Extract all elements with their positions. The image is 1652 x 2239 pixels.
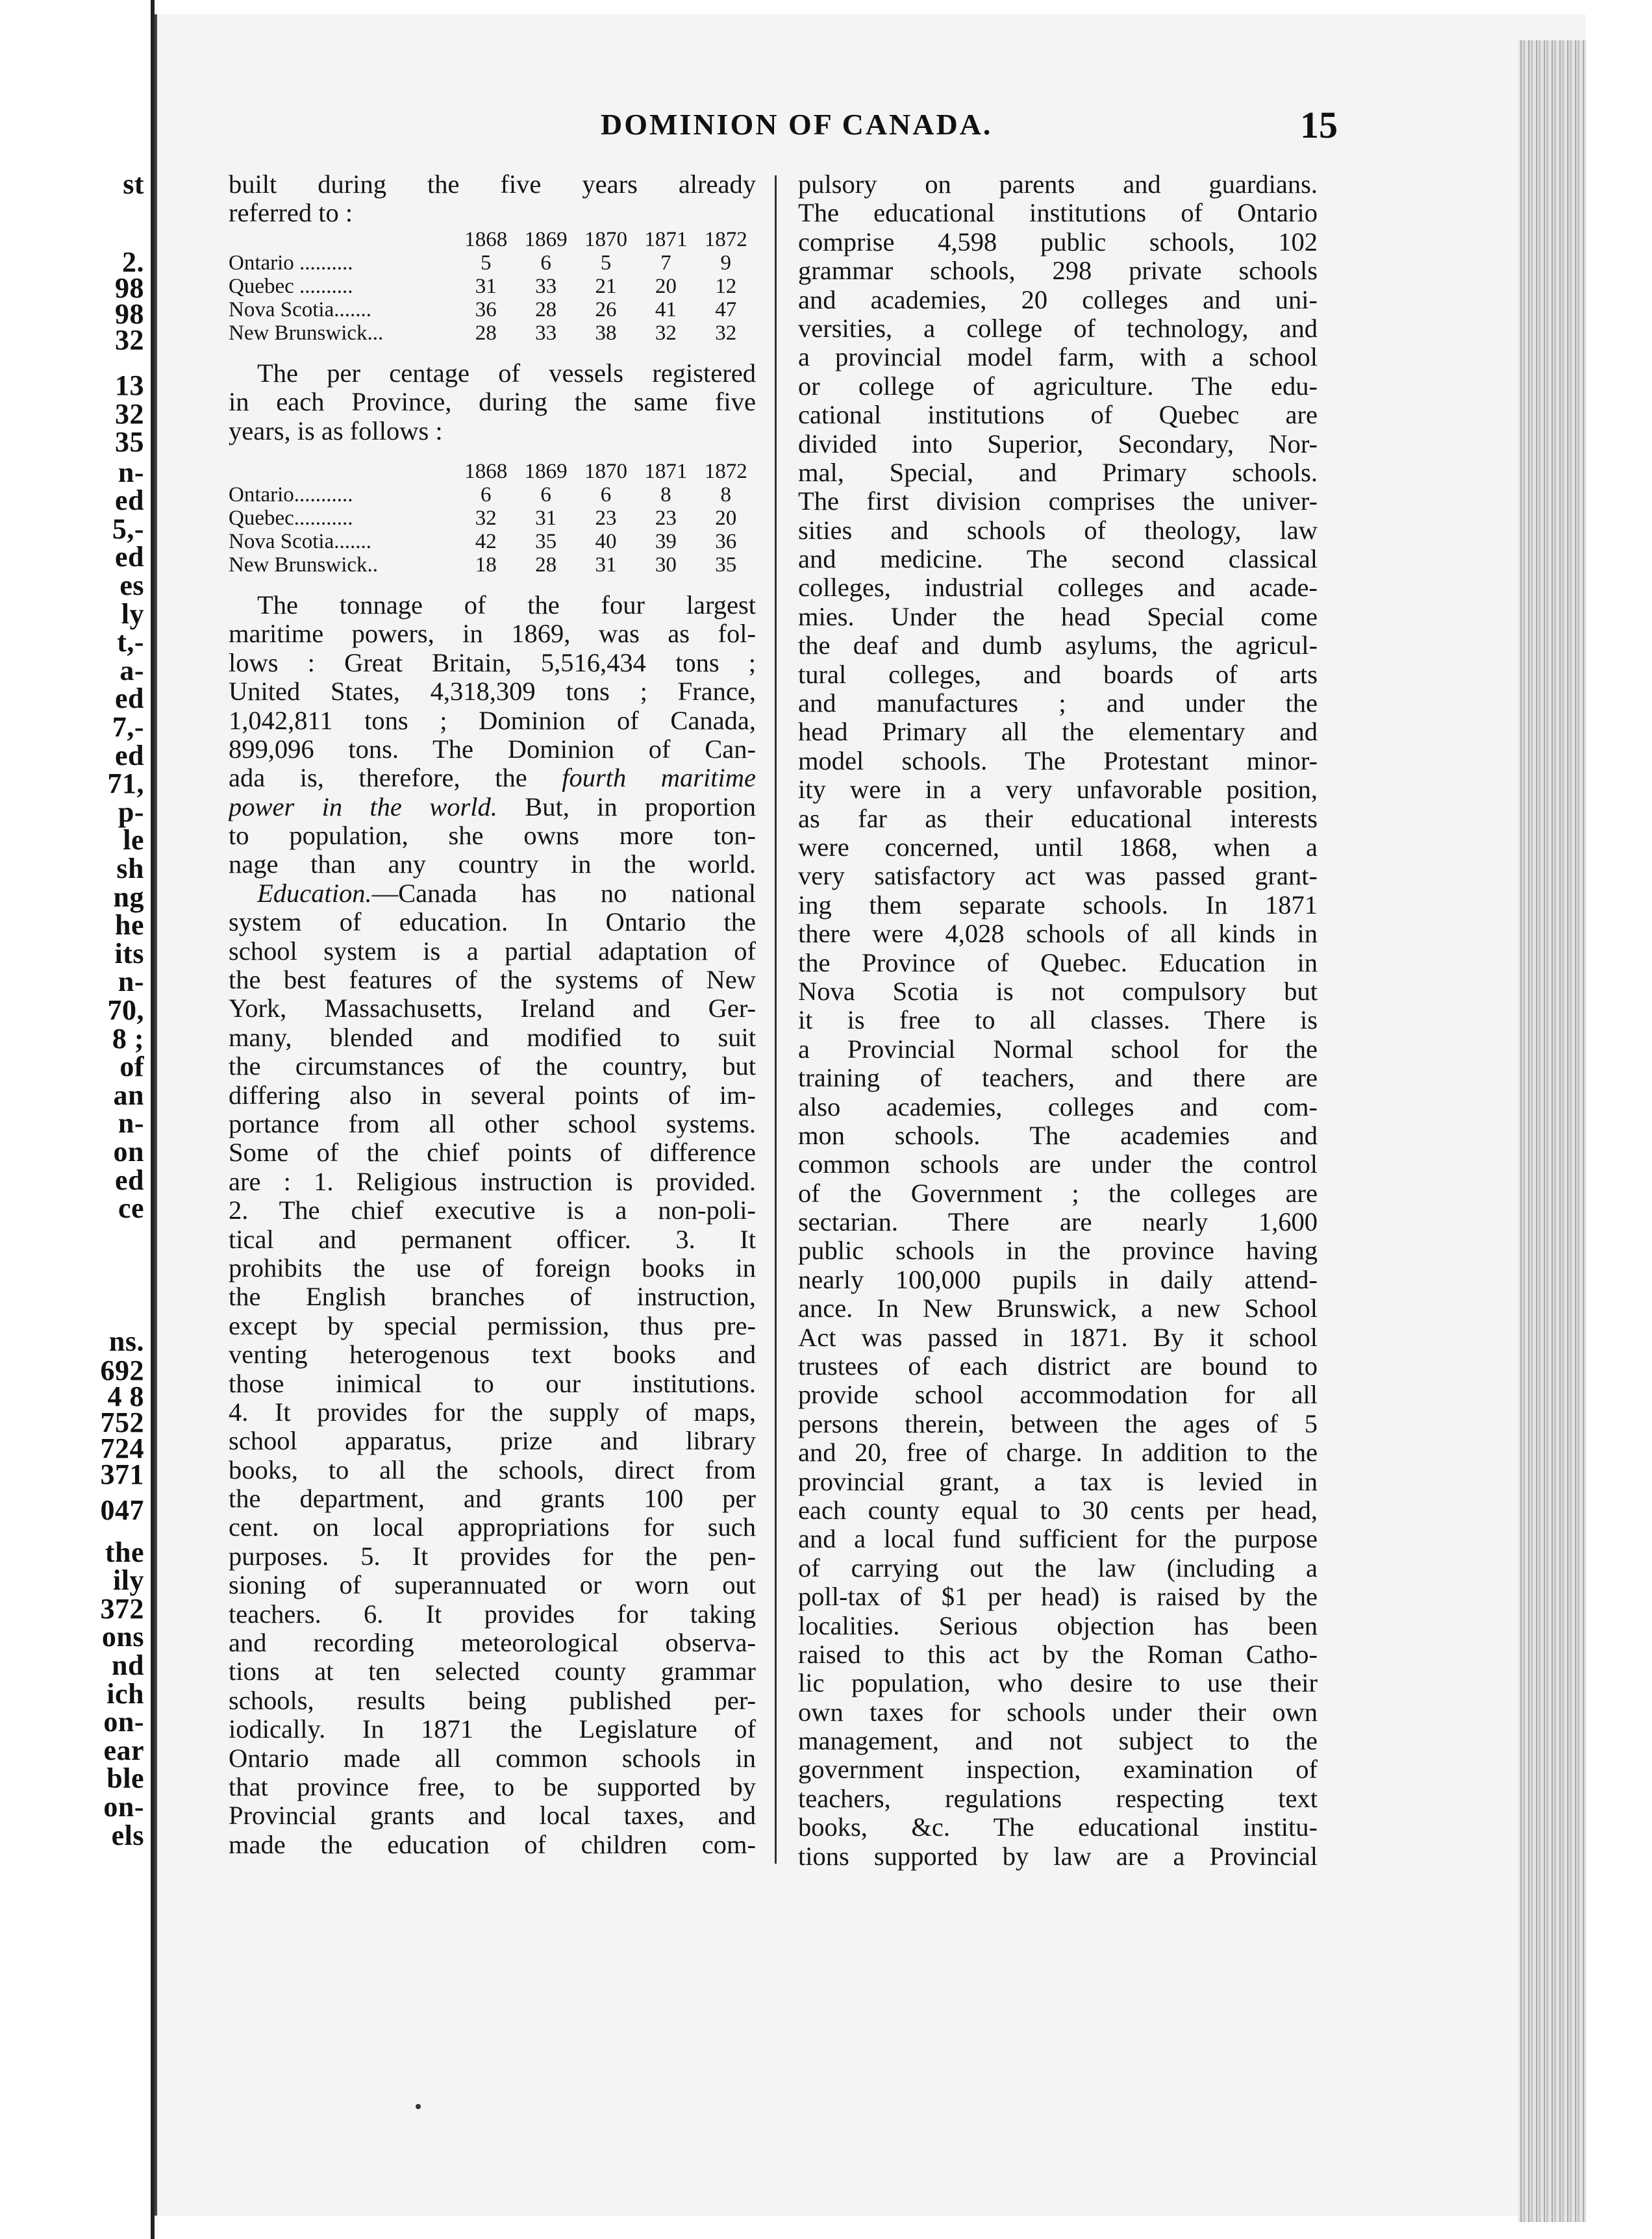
- right-column: [798, 170, 1318, 1871]
- value-cell: 39: [655, 529, 677, 553]
- text-line: system of education. In Ontario the: [229, 908, 756, 937]
- facing-page-fragment: n-: [118, 457, 144, 488]
- facing-page-fragment: 32: [115, 398, 144, 430]
- facing-page-fragment: ce: [118, 1192, 144, 1224]
- value-cell: 8: [660, 482, 671, 507]
- text-line: lic population, who desire to use their: [798, 1669, 1318, 1698]
- education-paragraph: [229, 879, 756, 1859]
- province-cell: Nova Scotia.......: [229, 529, 371, 553]
- text-line: referred to :: [229, 199, 353, 228]
- facing-page-edge: [0, 0, 155, 2239]
- table-row: [229, 298, 756, 321]
- facing-page-fragment: an: [113, 1079, 144, 1111]
- text-line: the Province of Quebec. Education in: [798, 948, 1318, 977]
- facing-page-fragment: n-: [118, 1107, 144, 1139]
- text-line: in each Province, during the same five: [229, 388, 756, 417]
- text-line: teachers. 6. It provides for taking: [229, 1599, 756, 1629]
- text-line: purposes. 5. It provides for the pen-: [229, 1542, 756, 1571]
- text-line: and academies, 20 colleges and uni-: [798, 285, 1318, 314]
- province-cell: New Brunswick..: [229, 553, 379, 577]
- facing-page-fragment: es: [119, 569, 144, 601]
- text-line: portance from all other school systems.: [229, 1109, 756, 1138]
- province-cell: Quebec...........: [229, 506, 353, 530]
- province-cell: New Brunswick...: [229, 321, 384, 345]
- percentage-table: [229, 460, 756, 577]
- text-line: that province free, to be supported by: [229, 1772, 756, 1801]
- text-line: also academies, colleges and com-: [798, 1092, 1318, 1121]
- text-line: and 20, free of charge. In addition to the: [798, 1438, 1318, 1468]
- facing-page-fragment: t,-: [117, 626, 144, 658]
- text-line: each county equal to 30 cents per head,: [798, 1495, 1318, 1525]
- value-cell: 7: [660, 251, 671, 275]
- text-line: Nova Scotia is not compulsory but: [798, 977, 1318, 1006]
- facing-page-fragment: its: [114, 938, 144, 969]
- facing-page-fragment: 5,-: [112, 513, 144, 545]
- facing-page-fragment: ns.: [108, 1325, 144, 1357]
- value-cell: 9: [720, 251, 732, 275]
- text-line: trustees of each district are bound to: [798, 1352, 1318, 1381]
- value-cell: 32: [715, 321, 737, 345]
- text-line: sectarian. There are nearly 1,600: [798, 1208, 1318, 1237]
- text-line: cent. on local appropriations for such: [229, 1513, 756, 1542]
- facing-page-fragment: he: [115, 909, 144, 941]
- table-row: [229, 507, 756, 530]
- value-cell: 23: [655, 506, 677, 530]
- text-line: government inspection, examination of: [798, 1755, 1318, 1784]
- value-cell: 40: [595, 529, 617, 553]
- facing-page-fragment: 7,-: [112, 711, 144, 743]
- text-line: nearly 100,000 pupils in daily attend-: [798, 1265, 1318, 1294]
- text-line: schools, results being published per-: [229, 1686, 756, 1715]
- facing-page-fragment: ed: [115, 682, 144, 714]
- facing-page-fragment: 98: [115, 272, 144, 304]
- facing-page-fragment: 752: [100, 1407, 144, 1438]
- text-line: provide school accommodation for all: [798, 1381, 1318, 1410]
- text-line: The tonnage of the four largest: [257, 590, 756, 619]
- table-row: [229, 530, 756, 553]
- facing-page-fragment: 2.: [122, 246, 144, 278]
- table-row: [229, 251, 756, 275]
- text-line: iodically. In 1871 the Legislature of: [229, 1715, 756, 1744]
- facing-page-fragment: 8 ;: [112, 1023, 144, 1055]
- text-line: it is free to all classes. There is: [798, 1006, 1318, 1035]
- text-line: mon schools. The academies and: [798, 1121, 1318, 1150]
- facing-page-fragment: sh: [116, 853, 144, 884]
- text-line: public schools in the province having: [798, 1236, 1318, 1266]
- facing-page-fragment: ed: [115, 1164, 144, 1196]
- value-cell: 23: [595, 506, 617, 530]
- value-cell: 6: [480, 482, 492, 507]
- text-line: pulsory on parents and guardians.: [798, 170, 1318, 199]
- value-cell: 31: [595, 553, 617, 577]
- value-cell: 20: [715, 506, 737, 530]
- facing-page-fragment: 13: [115, 369, 144, 401]
- value-cell: 5: [600, 251, 612, 275]
- text-line: sities and schools of theology, law: [798, 516, 1318, 545]
- facing-page-fragment: on-: [103, 1706, 144, 1738]
- value-cell: 31: [535, 506, 557, 530]
- value-cell: 35: [535, 529, 557, 553]
- text-line: The per centage of vessels registered: [257, 358, 756, 388]
- value-cell: 28: [535, 553, 557, 577]
- text-line: own taxes for schools under their own: [798, 1697, 1318, 1727]
- text-line: Provincial grants and local taxes, and: [229, 1801, 756, 1831]
- text-line: and medicine. The second classical: [798, 545, 1318, 574]
- text-line: poll-tax of $1 per head) is raised by the: [798, 1582, 1318, 1612]
- text-line: versities, a college of technology, and: [798, 314, 1318, 343]
- text-line: 4. It provides for the supply of maps,: [229, 1397, 756, 1427]
- table-row: [229, 553, 756, 577]
- value-cell: 31: [475, 274, 497, 298]
- facing-page-fragment: on-: [103, 1791, 144, 1823]
- year-header: 1869: [524, 227, 568, 251]
- text-line: and recording meteorological observa-: [229, 1629, 756, 1658]
- percentage-paragraph: [229, 359, 756, 445]
- province-cell: Nova Scotia.......: [229, 297, 371, 321]
- text-line: of the Government ; the colleges are: [798, 1179, 1318, 1208]
- table-row: [229, 321, 756, 345]
- value-cell: 12: [715, 274, 737, 298]
- text-line: the English branches of instruction,: [229, 1282, 756, 1312]
- text-line: The first division comprises the univer-: [798, 487, 1318, 516]
- text-line: sioning of superannuated or worn out: [229, 1571, 756, 1600]
- text-line: tural colleges, and boards of arts: [798, 660, 1318, 689]
- text-line: colleges, industrial colleges and acade-: [798, 573, 1318, 603]
- facing-page-fragment: ons: [101, 1621, 144, 1653]
- facing-page-fragment: nd: [112, 1649, 144, 1681]
- text-line: training of teachers, and there are: [798, 1064, 1318, 1093]
- text-line: there were 4,028 schools of all kinds in: [798, 919, 1318, 949]
- text-line: the department, and grants 100 per: [229, 1484, 756, 1514]
- text-line: ada is, therefore, the fourth maritime: [229, 764, 756, 793]
- year-header: 1872: [704, 459, 747, 483]
- text-line: model schools. The Protestant minor-: [798, 746, 1318, 775]
- intro-paragraph: [229, 170, 756, 228]
- text-line: localities. Serious objection has been: [798, 1611, 1318, 1640]
- value-cell: 18: [475, 553, 497, 577]
- value-cell: 21: [595, 274, 617, 298]
- facing-page-fragment: of: [119, 1051, 144, 1082]
- text-line: 1,042,811 tons ; Dominion of Canada,: [229, 706, 756, 735]
- table-row: [229, 275, 756, 298]
- text-line: the circumstances of the country, but: [229, 1052, 756, 1081]
- left-column: [229, 170, 756, 1859]
- value-cell: 33: [535, 321, 557, 345]
- text-line: years, is as follows :: [229, 416, 443, 445]
- value-cell: 33: [535, 274, 557, 298]
- value-cell: 32: [655, 321, 677, 345]
- facing-page-fragment: ear: [103, 1734, 144, 1766]
- facing-page-fragment: ed: [115, 541, 144, 573]
- facing-page-fragment: ed: [115, 740, 144, 771]
- vessels-built-table: [229, 228, 756, 345]
- text-line: mal, Special, and Primary schools.: [798, 458, 1318, 487]
- year-header: 1871: [644, 227, 688, 251]
- facing-page-fragment: n-: [118, 966, 144, 997]
- province-cell: Ontario ..........: [229, 251, 353, 275]
- text-line: differing also in several points of im-: [229, 1081, 756, 1110]
- text-line: The educational institutions of Ontario: [798, 199, 1318, 228]
- facing-page-fragment: 371: [100, 1458, 144, 1490]
- facing-page-fragment: 692: [100, 1355, 144, 1386]
- facing-page-fragment: 98: [115, 298, 144, 330]
- value-cell: 32: [475, 506, 497, 530]
- text-line: raised to this act by the Roman Catho-: [798, 1640, 1318, 1669]
- value-cell: 47: [715, 297, 737, 321]
- facing-page-fragment: 70,: [107, 994, 144, 1026]
- value-cell: 8: [720, 482, 732, 507]
- value-cell: 28: [535, 297, 557, 321]
- text-line: a Provincial Normal school for the: [798, 1034, 1318, 1064]
- text-line: the deaf and dumb asylums, the agricul-: [798, 631, 1318, 660]
- table-row: [229, 483, 756, 507]
- page-stack-edge: [1518, 40, 1586, 2222]
- text-line: of carrying out the law (including a: [798, 1553, 1318, 1582]
- text-line: head Primary all the elementary and: [798, 718, 1318, 747]
- text-line: management, and not subject to the: [798, 1727, 1318, 1756]
- facing-page-fragment: ble: [106, 1762, 144, 1794]
- facing-page-fragment: 724: [100, 1432, 144, 1464]
- year-header: 1870: [584, 227, 627, 251]
- text-line: ity were in a very unfavorable position,: [798, 775, 1318, 805]
- facing-page-fragment: 047: [100, 1494, 144, 1526]
- facing-page-fragment: 4 8: [107, 1381, 144, 1412]
- facing-page-fragment: ng: [113, 881, 144, 913]
- text-line: are : 1. Religious instruction is provided.: [229, 1167, 756, 1196]
- value-cell: 28: [475, 321, 497, 345]
- table-header-row: [229, 228, 756, 251]
- text-line: very satisfactory act was passed grant-: [798, 862, 1318, 891]
- year-header: 1871: [644, 459, 688, 483]
- text-line: school apparatus, prize and library: [229, 1427, 756, 1456]
- text-line: Act was passed in 1871. By it school: [798, 1323, 1318, 1352]
- text-line: comprise 4,598 public schools, 102: [798, 227, 1318, 256]
- text-line: cational institutions of Quebec are: [798, 401, 1318, 430]
- text-line: venting heterogenous text books and: [229, 1340, 756, 1370]
- text-line: mies. Under the head Special come: [798, 602, 1318, 631]
- value-cell: 30: [655, 553, 677, 577]
- facing-page-fragment: a-: [119, 655, 144, 686]
- text-line: and a local fund sufficient for the purpose: [798, 1525, 1318, 1554]
- year-header: 1872: [704, 227, 747, 251]
- facing-page-fragment: ich: [106, 1678, 144, 1710]
- text-line: and manufactures ; and under the: [798, 689, 1318, 718]
- value-cell: 36: [715, 529, 737, 553]
- value-cell: 6: [540, 482, 551, 507]
- facing-page-fragment: ily: [113, 1564, 144, 1596]
- text-line: power in the world. But, in proportion: [229, 792, 756, 821]
- facing-page-fragment: ly: [121, 598, 144, 630]
- text-line: nage than any country in the world.: [229, 850, 756, 879]
- text-line: lows : Great Britain, 5,516,434 tons ;: [229, 648, 756, 677]
- value-cell: 6: [600, 482, 612, 507]
- value-cell: 38: [595, 321, 617, 345]
- facing-page-fragment: 35: [115, 426, 144, 458]
- text-line: tions supported by law are a Provincial: [798, 1842, 1318, 1871]
- text-line: Some of the chief points of difference: [229, 1138, 756, 1168]
- province-cell: Ontario...........: [229, 482, 353, 507]
- page-number: 15: [1300, 104, 1338, 146]
- text-line: common schools are under the control: [798, 1150, 1318, 1179]
- text-line: or college of agriculture. The edu-: [798, 371, 1318, 401]
- text-line: Education.—Canada has no national: [257, 879, 756, 908]
- province-cell: Quebec ..........: [229, 274, 353, 298]
- value-cell: 36: [475, 297, 497, 321]
- column-divider: [775, 175, 777, 1864]
- value-cell: 35: [715, 553, 737, 577]
- text-line: prohibits the use of foreign books in: [229, 1253, 756, 1282]
- text-line: York, Massachusetts, Ireland and Ger-: [229, 994, 756, 1023]
- text-line: ing them separate schools. In 1871: [798, 890, 1318, 919]
- ink-speck: [416, 2104, 421, 2109]
- facing-page-fragment: ed: [115, 484, 144, 516]
- text-line: tions at ten selected county grammar: [229, 1657, 756, 1686]
- text-line: 899,096 tons. The Dominion of Can-: [229, 734, 756, 764]
- year-header: 1868: [464, 227, 508, 251]
- text-line: those inimical to our institutions.: [229, 1369, 756, 1398]
- facing-page-fragment: p-: [118, 796, 144, 828]
- text-line: divided into Superior, Secondary, Nor-: [798, 429, 1318, 458]
- facing-page-fragment: 71,: [107, 768, 144, 799]
- value-cell: 20: [655, 274, 677, 298]
- facing-page-fragment: the: [105, 1536, 144, 1568]
- year-header: 1869: [524, 459, 568, 483]
- year-header: 1868: [464, 459, 508, 483]
- text-line: United States, 4,318,309 tons ; France,: [229, 677, 756, 707]
- text-line: 2. The chief executive is a non-poli-: [229, 1196, 756, 1225]
- value-cell: 6: [540, 251, 551, 275]
- text-line: many, blended and modified to suit: [229, 1023, 756, 1052]
- text-line: made the education of children com-: [229, 1830, 756, 1859]
- facing-page-fragment: els: [111, 1820, 144, 1851]
- text-line: a provincial model farm, with a school: [798, 343, 1318, 372]
- text-line: books, &c. The educational institu-: [798, 1813, 1318, 1842]
- facing-page-fragment: 372: [100, 1593, 144, 1625]
- text-line: built during the five years already: [229, 170, 756, 199]
- text-line: maritime powers, in 1869, was as fol-: [229, 619, 756, 649]
- text-line: Ontario made all common schools in: [229, 1744, 756, 1773]
- facing-page-fragment: on: [113, 1136, 144, 1168]
- facing-page-fragment: 32: [115, 324, 144, 356]
- tonnage-paragraph: [229, 591, 756, 879]
- year-header: 1870: [584, 459, 627, 483]
- text-line: books, to all the schools, direct from: [229, 1455, 756, 1484]
- text-line: school system is a partial adaptation of: [229, 936, 756, 966]
- text-line: except by special permission, thus pre-: [229, 1311, 756, 1340]
- text-line: were concerned, until 1868, when a: [798, 832, 1318, 862]
- value-cell: 26: [595, 297, 617, 321]
- facing-page-fragment: le: [123, 824, 144, 856]
- text-line: teachers, regulations respecting text: [798, 1784, 1318, 1813]
- text-line: tical and permanent officer. 3. It: [229, 1225, 756, 1254]
- text-line: as far as their educational interests: [798, 804, 1318, 833]
- table-header-row: [229, 460, 756, 483]
- text-line: ance. In New Brunswick, a new School: [798, 1294, 1318, 1323]
- text-line: provincial grant, a tax is levied in: [798, 1467, 1318, 1496]
- value-cell: 41: [655, 297, 677, 321]
- facing-page-fragment: st: [123, 168, 144, 200]
- text-line: grammar schools, 298 private schools: [798, 256, 1318, 286]
- value-cell: 42: [475, 529, 497, 553]
- running-header: [601, 104, 1338, 153]
- value-cell: 5: [480, 251, 492, 275]
- text-line: persons therein, between the ages of 5: [798, 1409, 1318, 1438]
- text-line: to population, she owns more ton-: [229, 821, 756, 851]
- running-title: DOMINION OF CANADA.: [601, 108, 993, 141]
- text-line: the best features of the systems of New: [229, 966, 756, 995]
